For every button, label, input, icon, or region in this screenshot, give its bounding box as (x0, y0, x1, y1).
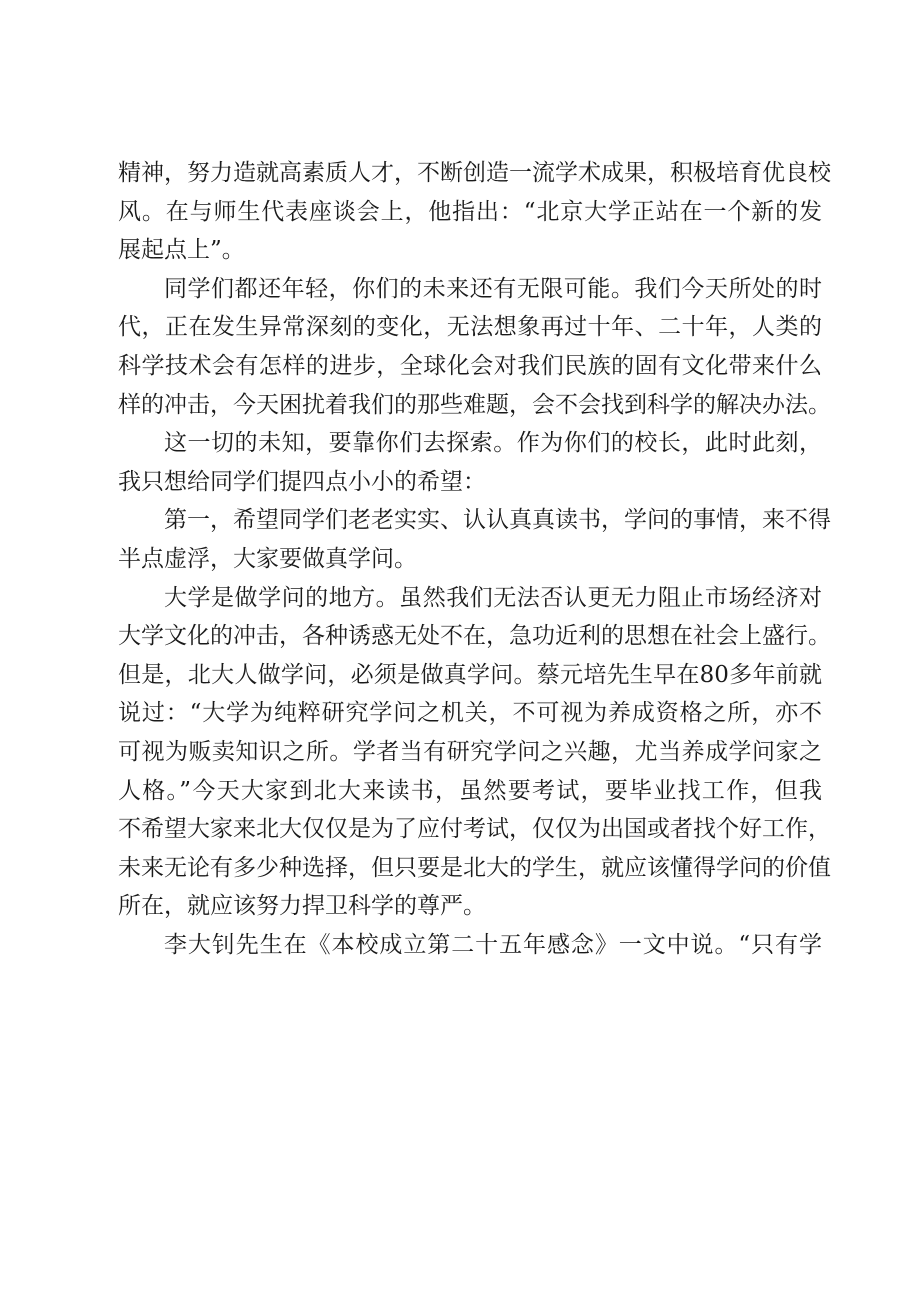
text-line: 但是，北大人做学问，必须是做真学问。蔡元培先生早在80多年前就 (118, 661, 822, 688)
text-line: 所在，就应该努力捍卫科学的尊严。 (118, 893, 486, 920)
text-line: 第一，希望同学们老老实实、认认真真读书，学问的事情，来不得 (164, 507, 831, 534)
document-page (118, 154, 831, 964)
text-line: 半点虚浮，大家要做真学问。 (118, 545, 417, 572)
paragraph-3 (118, 424, 822, 501)
text-line: 可视为贩卖知识之所。学者当有研究学问之兴趣，尤当养成学问家之 (118, 738, 822, 765)
text-line: 不希望大家来北大仅仅是为了应付考试，仅仅为出国或者找个好工作， (118, 816, 831, 843)
text-line: 科学技术会有怎样的进步，全球化会对我们民族的固有文化带来什么 (118, 352, 822, 379)
text-line: 精神，努力造就高素质人才，不断创造一流学术成果，积极培育优良校 (118, 160, 831, 186)
paragraph-1 (118, 154, 831, 270)
text-line: 说过：“大学为纯粹研究学问之机关，不可视为养成资格之所，亦不 (118, 700, 822, 727)
text-line: 大学是做学问的地方。虽然我们无法否认更无力阻止市场经济对 (164, 584, 822, 611)
paragraph-5 (118, 579, 831, 926)
text-line: 未来无论有多少种选择，但只要是北大的学生，就应该懂得学问的价值 (118, 854, 831, 881)
text-line: 风。在与师生代表座谈会上，他指出：“北京大学正站在一个新的发 (118, 198, 822, 225)
text-line: 大学文化的冲击，各种诱惑无处不在，急功近利的思想在社会上盛行。 (118, 623, 831, 650)
text-line: 这一切的未知，要靠你们去探索。作为你们的校长，此时此刻， (164, 430, 822, 457)
paragraph-2 (118, 270, 831, 424)
text-line: 展起点上”。 (118, 237, 245, 264)
paragraph-4 (118, 501, 831, 578)
paragraph-6 (118, 926, 822, 965)
text-line: 同学们都还年轻，你们的未来还有无限可能。我们今天所处的时 (164, 275, 822, 302)
text-line: 样的冲击，今天困扰着我们的那些难题，会不会找到科学的解决办法。 (118, 391, 831, 418)
text-line: 李大钊先生在《本校成立第二十五年感念》一文中说。“只有学 (164, 931, 822, 958)
text-line: 我只想给同学们提四点小小的希望： (118, 468, 486, 495)
text-line: 人格。”今天大家到北大来读书，虽然要考试，要毕业找工作，但我 (118, 777, 822, 804)
text-line: 代，正在发生异常深刻的变化，无法想象再过十年、二十年，人类的 (118, 314, 822, 341)
